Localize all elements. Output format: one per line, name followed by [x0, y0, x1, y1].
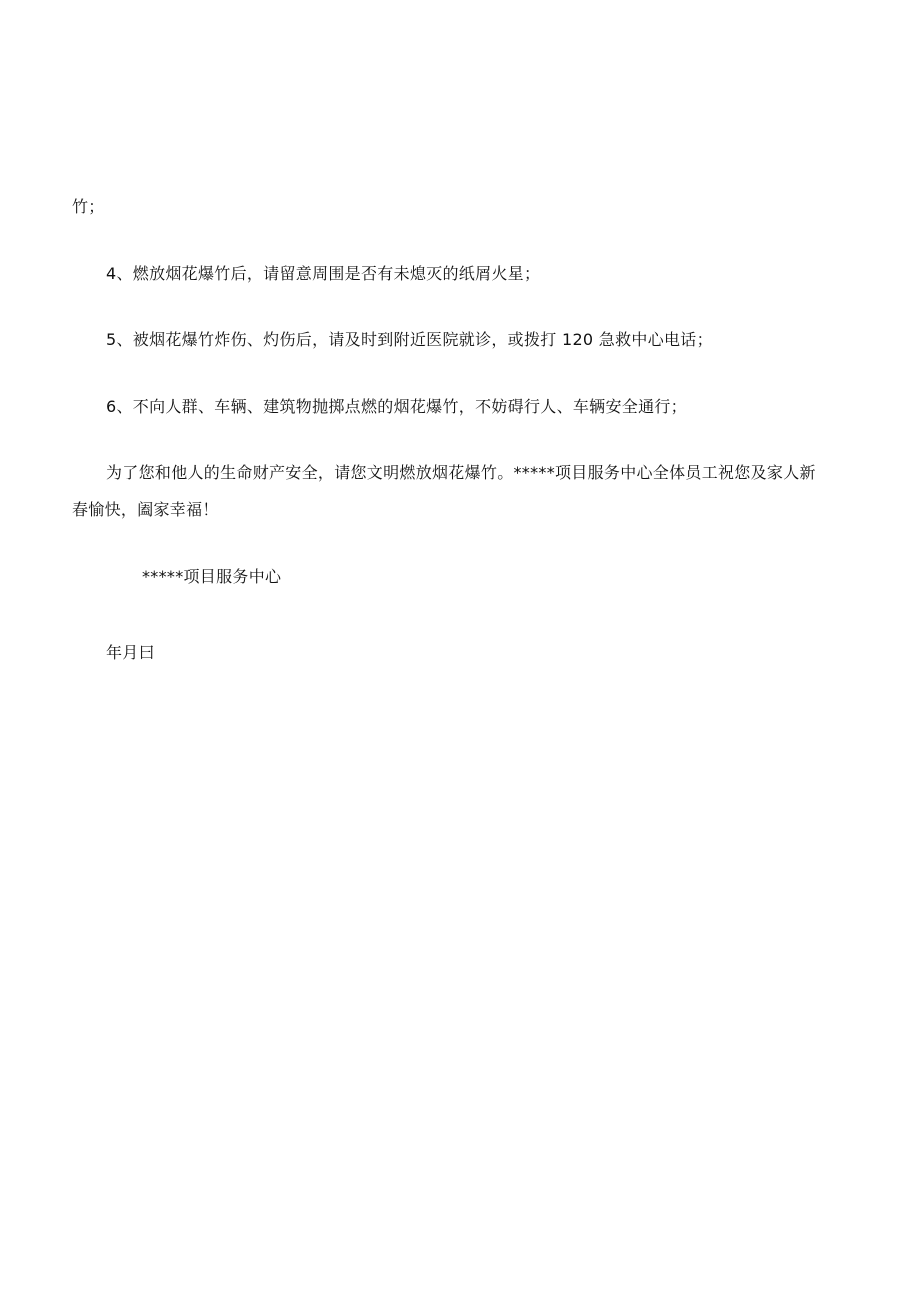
- signature: *****项目服务中心: [142, 567, 282, 586]
- continuation-text: 竹；: [72, 197, 105, 216]
- list-item-6: 6、不向人群、车辆、建筑物抛掷点燃的烟花爆竹，不妨碍行人、车辆安全通行；: [106, 397, 687, 416]
- date-line: 年月曰: [106, 643, 155, 662]
- closing-paragraph-line-2: 春愉快，阖家幸福！: [72, 500, 219, 519]
- list-item-4: 4、燃放烟花爆竹后，请留意周围是否有未熄灭的纸屑火星；: [106, 264, 541, 283]
- list-item-5: 5、被烟花爆竹炸伤、灼伤后，请及时到附近医院就诊，或拨打 120 急救中心电话；: [106, 330, 713, 349]
- closing-paragraph-line-1: 为了您和他人的生命财产安全，请您文明燃放烟花爆竹。*****项目服务中心全体员工祝您及家人新: [106, 463, 816, 482]
